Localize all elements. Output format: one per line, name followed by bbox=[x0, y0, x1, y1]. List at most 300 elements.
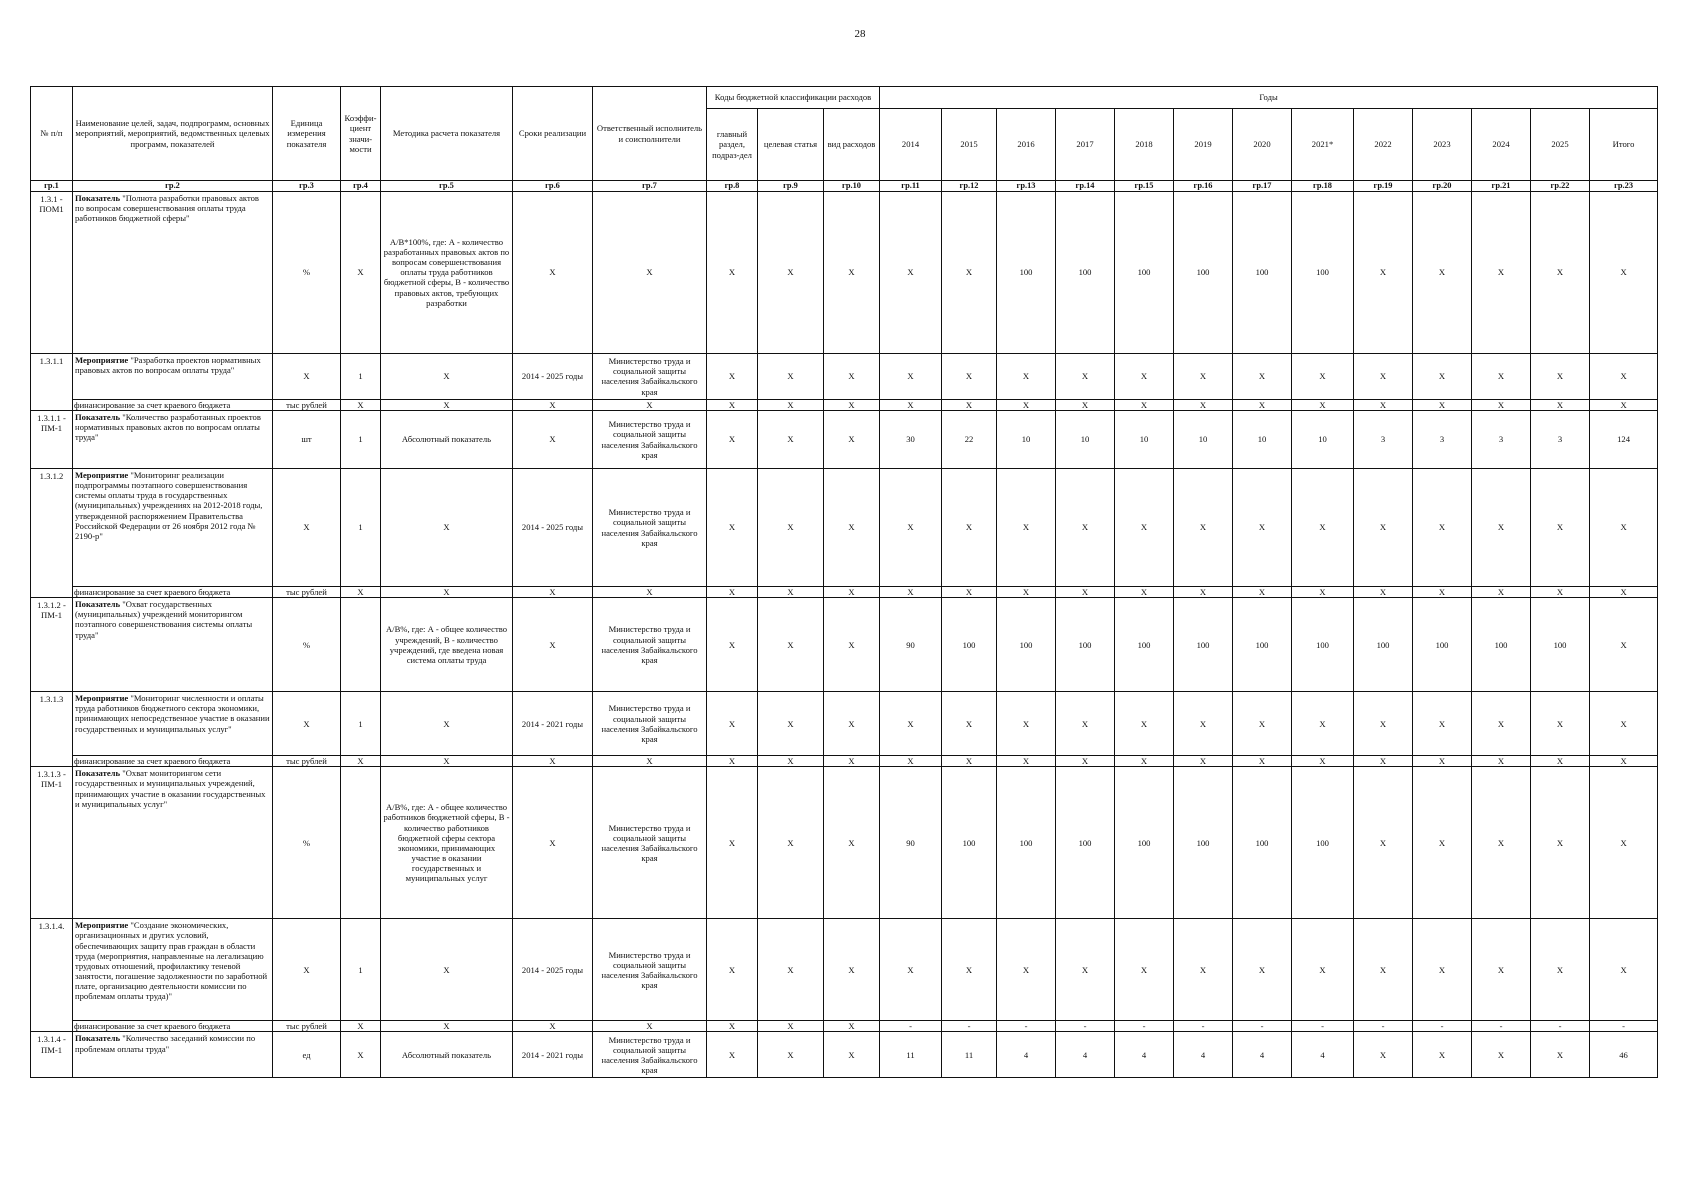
header-year: 2017 bbox=[1056, 109, 1115, 181]
funding-cell: X bbox=[593, 1021, 707, 1032]
row-value: X bbox=[1590, 919, 1658, 1021]
column-number: гр.14 bbox=[1056, 181, 1115, 192]
row-value: X bbox=[1413, 191, 1472, 353]
funding-cell: X bbox=[942, 587, 997, 598]
row-value: X bbox=[1056, 353, 1115, 399]
program-indicators-table bbox=[30, 86, 1658, 1078]
row-number: 1.3.1.1 bbox=[31, 353, 73, 410]
table-row bbox=[31, 598, 1658, 692]
table-row bbox=[31, 191, 1658, 353]
row-number: 1.3.1.2 - ПМ-1 bbox=[31, 598, 73, 692]
row-value: X bbox=[1174, 919, 1233, 1021]
row-value: X bbox=[1233, 469, 1292, 587]
row-budget-code: X bbox=[707, 919, 758, 1021]
funding-cell: - bbox=[997, 1021, 1056, 1032]
header-year: 2025 bbox=[1531, 109, 1590, 181]
row-title: "Охват государственных (муниципальных) учреждений мониторингом поэтапного совершенствования системы оплаты труда" bbox=[75, 599, 253, 640]
row-value: 100 bbox=[1115, 598, 1174, 692]
row-value: X bbox=[1233, 919, 1292, 1021]
row-budget-code: X bbox=[707, 411, 758, 469]
row-period: 2014 - 2025 годы bbox=[513, 353, 593, 399]
page-number: 28 bbox=[854, 28, 866, 40]
row-value: X bbox=[1174, 469, 1233, 587]
row-value: 4 bbox=[1233, 1032, 1292, 1078]
row-value: 100 bbox=[942, 598, 997, 692]
row-method: Абсолютный показатель bbox=[381, 411, 513, 469]
row-value: 100 bbox=[1233, 598, 1292, 692]
row-budget-code: X bbox=[824, 1032, 880, 1078]
row-value: 22 bbox=[942, 411, 997, 469]
row-value: 3 bbox=[1413, 411, 1472, 469]
row-value: X bbox=[1590, 767, 1658, 919]
funding-cell: X bbox=[1056, 587, 1115, 598]
row-budget-code: X bbox=[707, 1032, 758, 1078]
table-row bbox=[31, 692, 1658, 756]
row-value: 10 bbox=[1056, 411, 1115, 469]
funding-cell: X bbox=[880, 399, 942, 410]
row-value: 100 bbox=[997, 767, 1056, 919]
row-period: X bbox=[513, 411, 593, 469]
row-unit: X bbox=[273, 692, 341, 756]
row-coef: X bbox=[341, 191, 381, 353]
row-value: 100 bbox=[997, 598, 1056, 692]
row-value: X bbox=[1354, 767, 1413, 919]
row-value: X bbox=[1472, 191, 1531, 353]
funding-cell: X bbox=[1472, 399, 1531, 410]
funding-cell: X bbox=[381, 1021, 513, 1032]
funding-cell: - bbox=[1115, 1021, 1174, 1032]
funding-cell: X bbox=[381, 587, 513, 598]
header-code-type: вид расходов bbox=[824, 109, 880, 181]
table-row bbox=[31, 353, 1658, 399]
funding-cell: X bbox=[381, 399, 513, 410]
row-executor: X bbox=[593, 191, 707, 353]
table-row bbox=[31, 411, 1658, 469]
funding-cell: X bbox=[513, 399, 593, 410]
row-value: X bbox=[880, 469, 942, 587]
table-row bbox=[31, 1032, 1658, 1078]
row-number: 1.3.1.3 - ПМ-1 bbox=[31, 767, 73, 919]
row-period: 2014 - 2025 годы bbox=[513, 919, 593, 1021]
row-name bbox=[73, 411, 273, 469]
row-value: 90 bbox=[880, 767, 942, 919]
row-value: X bbox=[1413, 919, 1472, 1021]
row-value: X bbox=[1590, 353, 1658, 399]
funding-row bbox=[31, 756, 1658, 767]
row-value: X bbox=[1590, 692, 1658, 756]
column-number: гр.1 bbox=[31, 181, 73, 192]
row-value: 3 bbox=[1531, 411, 1590, 469]
funding-cell: X bbox=[824, 756, 880, 767]
row-value: X bbox=[1233, 353, 1292, 399]
row-budget-code: X bbox=[707, 598, 758, 692]
row-value: X bbox=[1472, 1032, 1531, 1078]
row-executor: Министерство труда и социальной защиты населения Забайкальского края bbox=[593, 353, 707, 399]
table-row bbox=[31, 919, 1658, 1021]
header-year: 2020 bbox=[1233, 109, 1292, 181]
header-coef: Коэффи-циент значи-мости bbox=[341, 87, 381, 181]
row-value: X bbox=[1354, 469, 1413, 587]
row-unit: ед bbox=[273, 1032, 341, 1078]
row-budget-code: X bbox=[707, 692, 758, 756]
header-year: 2021* bbox=[1292, 109, 1354, 181]
row-value: 100 bbox=[1292, 598, 1354, 692]
column-number: гр.13 bbox=[997, 181, 1056, 192]
funding-cell: - bbox=[1354, 1021, 1413, 1032]
funding-cell: X bbox=[381, 756, 513, 767]
funding-cell: X bbox=[758, 756, 824, 767]
funding-cell: X bbox=[1354, 399, 1413, 410]
row-value: 30 bbox=[880, 411, 942, 469]
funding-cell: X bbox=[1056, 399, 1115, 410]
funding-cell: X bbox=[593, 399, 707, 410]
row-name bbox=[73, 191, 273, 353]
row-kind-label: Мероприятие bbox=[75, 354, 129, 365]
funding-cell: X bbox=[758, 399, 824, 410]
row-value: X bbox=[1531, 353, 1590, 399]
row-value: 100 bbox=[1233, 767, 1292, 919]
row-unit: X bbox=[273, 469, 341, 587]
row-value: X bbox=[1174, 353, 1233, 399]
funding-cell: X bbox=[824, 587, 880, 598]
row-title: "Полнота разработки правовых актов по вопросам совершенствования оплаты труда работников бюджетной сферы" bbox=[75, 192, 259, 224]
funding-cell: X bbox=[1292, 756, 1354, 767]
funding-label: финансирование за счет краевого бюджета bbox=[73, 399, 273, 410]
row-value: X bbox=[1292, 469, 1354, 587]
column-number: гр.8 bbox=[707, 181, 758, 192]
row-coef: 1 bbox=[341, 919, 381, 1021]
funding-cell: X bbox=[707, 587, 758, 598]
header-years: Годы bbox=[880, 87, 1658, 109]
column-number: гр.11 bbox=[880, 181, 942, 192]
row-number: 1.3.1.4. bbox=[31, 919, 73, 1032]
row-budget-code: X bbox=[758, 191, 824, 353]
row-name bbox=[73, 353, 273, 399]
row-value: 46 bbox=[1590, 1032, 1658, 1078]
row-budget-code: X bbox=[758, 353, 824, 399]
funding-cell: - bbox=[1413, 1021, 1472, 1032]
row-method: X bbox=[381, 692, 513, 756]
funding-cell: X bbox=[880, 587, 942, 598]
row-coef: 1 bbox=[341, 692, 381, 756]
row-value: 100 bbox=[942, 767, 997, 919]
row-title: "Разработка проектов нормативных правовых актов по вопросам оплаты труда" bbox=[75, 354, 261, 376]
row-value: 100 bbox=[1531, 598, 1590, 692]
table-row bbox=[31, 767, 1658, 919]
header-unit: Единица измерения показателя bbox=[273, 87, 341, 181]
row-value: 100 bbox=[1354, 598, 1413, 692]
funding-cell: X bbox=[758, 1021, 824, 1032]
funding-cell: X bbox=[824, 399, 880, 410]
row-value: X bbox=[942, 919, 997, 1021]
row-value: X bbox=[1413, 469, 1472, 587]
funding-row bbox=[31, 1021, 1658, 1032]
funding-row bbox=[31, 587, 1658, 598]
header-executor: Ответственный исполнитель и соисполнители bbox=[593, 87, 707, 181]
header-year: 2019 bbox=[1174, 109, 1233, 181]
row-unit: X bbox=[273, 353, 341, 399]
header-total: Итого bbox=[1590, 109, 1658, 181]
row-value: X bbox=[1413, 1032, 1472, 1078]
funding-row bbox=[31, 399, 1658, 410]
funding-cell: - bbox=[1472, 1021, 1531, 1032]
column-number: гр.19 bbox=[1354, 181, 1413, 192]
row-unit: шт bbox=[273, 411, 341, 469]
header-year: 2015 bbox=[942, 109, 997, 181]
funding-cell: X bbox=[997, 399, 1056, 410]
header-code-article: целевая статья bbox=[758, 109, 824, 181]
row-value: X bbox=[1292, 919, 1354, 1021]
funding-cell: X bbox=[1413, 399, 1472, 410]
column-number: гр.17 bbox=[1233, 181, 1292, 192]
row-value: X bbox=[997, 353, 1056, 399]
row-budget-code: X bbox=[758, 692, 824, 756]
row-kind-label: Показатель bbox=[75, 599, 121, 610]
row-value: X bbox=[880, 191, 942, 353]
row-value: X bbox=[1590, 191, 1658, 353]
row-value: X bbox=[1531, 767, 1590, 919]
funding-cell: X bbox=[1115, 587, 1174, 598]
header-year: 2023 bbox=[1413, 109, 1472, 181]
funding-cell: X bbox=[1115, 399, 1174, 410]
funding-cell: X bbox=[1590, 399, 1658, 410]
funding-cell: X bbox=[997, 756, 1056, 767]
row-title: "Количество заседаний комиссии по проблемам оплаты труда" bbox=[75, 1033, 256, 1054]
row-kind-label: Показатель bbox=[75, 192, 121, 203]
row-value: X bbox=[880, 692, 942, 756]
funding-cell: X bbox=[513, 587, 593, 598]
row-method: X bbox=[381, 353, 513, 399]
row-value: X bbox=[1472, 919, 1531, 1021]
row-value: 100 bbox=[1174, 767, 1233, 919]
row-budget-code: X bbox=[758, 598, 824, 692]
column-number: гр.6 bbox=[513, 181, 593, 192]
row-value: X bbox=[1233, 692, 1292, 756]
row-period: X bbox=[513, 191, 593, 353]
row-value: 100 bbox=[1115, 191, 1174, 353]
row-value: X bbox=[1115, 469, 1174, 587]
row-value: X bbox=[942, 353, 997, 399]
row-budget-code: X bbox=[824, 767, 880, 919]
row-method: Абсолютный показатель bbox=[381, 1032, 513, 1078]
row-budget-code: X bbox=[758, 1032, 824, 1078]
row-value: 124 bbox=[1590, 411, 1658, 469]
row-value: X bbox=[1413, 767, 1472, 919]
row-kind-label: Показатель bbox=[75, 768, 121, 779]
row-number: 1.3.1.4 - ПМ-1 bbox=[31, 1032, 73, 1078]
row-period: X bbox=[513, 767, 593, 919]
row-value: X bbox=[997, 469, 1056, 587]
row-coef: X bbox=[341, 1032, 381, 1078]
row-value: X bbox=[1472, 692, 1531, 756]
row-budget-code: X bbox=[824, 353, 880, 399]
row-budget-code: X bbox=[824, 411, 880, 469]
row-value: X bbox=[1292, 692, 1354, 756]
row-value: X bbox=[1413, 353, 1472, 399]
row-budget-code: X bbox=[824, 692, 880, 756]
funding-cell: X bbox=[1590, 756, 1658, 767]
row-value: X bbox=[1354, 353, 1413, 399]
row-value: X bbox=[997, 692, 1056, 756]
funding-cell: - bbox=[1233, 1021, 1292, 1032]
header-code-section: главный раздел, подраз-дел bbox=[707, 109, 758, 181]
row-value: X bbox=[1056, 919, 1115, 1021]
row-period: X bbox=[513, 598, 593, 692]
row-value: X bbox=[880, 353, 942, 399]
row-kind-label: Мероприятие bbox=[75, 693, 129, 704]
row-value: X bbox=[1056, 469, 1115, 587]
header-year: 2014 bbox=[880, 109, 942, 181]
row-value: X bbox=[1354, 692, 1413, 756]
header-budget-codes: Коды бюджетной классификации расходов bbox=[707, 87, 880, 109]
row-budget-code: X bbox=[758, 411, 824, 469]
column-number: гр.10 bbox=[824, 181, 880, 192]
column-number: гр.3 bbox=[273, 181, 341, 192]
funding-cell: X bbox=[880, 756, 942, 767]
header-year: 2022 bbox=[1354, 109, 1413, 181]
row-budget-code: X bbox=[758, 919, 824, 1021]
row-value: X bbox=[1174, 692, 1233, 756]
row-period: 2014 - 2021 годы bbox=[513, 692, 593, 756]
column-numbers-row bbox=[31, 181, 1658, 192]
funding-cell: - bbox=[1292, 1021, 1354, 1032]
header-year: 2018 bbox=[1115, 109, 1174, 181]
funding-cell: X bbox=[1531, 587, 1590, 598]
funding-cell: X bbox=[1354, 756, 1413, 767]
funding-cell: X bbox=[1233, 756, 1292, 767]
row-value: 100 bbox=[1292, 191, 1354, 353]
row-method: А/В*100%, где: А - количество разработанных правовых актов по вопросам совершенствования оплаты труда работников бюджетной сферы, В - количество правовых актов, требующих разработки bbox=[381, 191, 513, 353]
row-value: X bbox=[1354, 1032, 1413, 1078]
table-header bbox=[31, 87, 1658, 192]
row-value: X bbox=[997, 919, 1056, 1021]
column-number: гр.9 bbox=[758, 181, 824, 192]
row-value: X bbox=[1354, 919, 1413, 1021]
funding-cell: X bbox=[707, 399, 758, 410]
funding-cell: X bbox=[1292, 587, 1354, 598]
row-value: X bbox=[1115, 353, 1174, 399]
row-value: 100 bbox=[1056, 191, 1115, 353]
header-year: 2024 bbox=[1472, 109, 1531, 181]
row-value: X bbox=[1531, 919, 1590, 1021]
row-coef: 1 bbox=[341, 469, 381, 587]
row-value: X bbox=[1292, 353, 1354, 399]
row-value: X bbox=[1531, 692, 1590, 756]
funding-unit: тыс рублей bbox=[273, 587, 341, 598]
row-budget-code: X bbox=[707, 191, 758, 353]
row-budget-code: X bbox=[707, 469, 758, 587]
row-value: 10 bbox=[1115, 411, 1174, 469]
funding-cell: X bbox=[341, 399, 381, 410]
row-value: 4 bbox=[1056, 1032, 1115, 1078]
row-value: X bbox=[1531, 191, 1590, 353]
row-executor: Министерство труда и социальной защиты населения Забайкальского края bbox=[593, 598, 707, 692]
funding-cell: X bbox=[1590, 587, 1658, 598]
row-title: "Создание экономических, организационных и других условий, обеспечивающих защиту прав граждан в области труда (мероприятия, направленные на легализацию трудовых отношений, профилактику теневой занятости, погашение задолженности по заработной плате, организацию деятельности комиссии по проблемам оплаты труда)" bbox=[75, 920, 268, 1002]
row-coef: 1 bbox=[341, 353, 381, 399]
funding-cell: X bbox=[1413, 756, 1472, 767]
funding-cell: X bbox=[1174, 587, 1233, 598]
row-executor: Министерство труда и социальной защиты населения Забайкальского края bbox=[593, 692, 707, 756]
row-executor: Министерство труда и социальной защиты населения Забайкальского края bbox=[593, 469, 707, 587]
row-value: X bbox=[1472, 353, 1531, 399]
funding-label: финансирование за счет краевого бюджета bbox=[73, 587, 273, 598]
funding-cell: X bbox=[1531, 756, 1590, 767]
row-value: 90 bbox=[880, 598, 942, 692]
row-name bbox=[73, 919, 273, 1021]
row-budget-code: X bbox=[758, 469, 824, 587]
funding-cell: - bbox=[1174, 1021, 1233, 1032]
header-year: 2016 bbox=[997, 109, 1056, 181]
funding-cell: X bbox=[824, 1021, 880, 1032]
row-value: 100 bbox=[1056, 598, 1115, 692]
column-number: гр.7 bbox=[593, 181, 707, 192]
row-unit: % bbox=[273, 598, 341, 692]
funding-cell: X bbox=[341, 587, 381, 598]
row-budget-code: X bbox=[707, 353, 758, 399]
funding-cell: X bbox=[1413, 587, 1472, 598]
funding-cell: - bbox=[942, 1021, 997, 1032]
column-number: гр.21 bbox=[1472, 181, 1531, 192]
row-kind-label: Мероприятие bbox=[75, 920, 129, 931]
row-value: X bbox=[942, 191, 997, 353]
row-unit: X bbox=[273, 919, 341, 1021]
row-value: X bbox=[942, 692, 997, 756]
header-period: Сроки реализации bbox=[513, 87, 593, 181]
row-value: 10 bbox=[1233, 411, 1292, 469]
column-number: гр.20 bbox=[1413, 181, 1472, 192]
row-budget-code: X bbox=[824, 191, 880, 353]
funding-cell: X bbox=[341, 1021, 381, 1032]
funding-cell: - bbox=[1590, 1021, 1658, 1032]
row-method: X bbox=[381, 919, 513, 1021]
row-name bbox=[73, 692, 273, 756]
row-number: 1.3.1.3 bbox=[31, 692, 73, 767]
funding-cell: X bbox=[1056, 756, 1115, 767]
row-budget-code: X bbox=[707, 767, 758, 919]
funding-cell: X bbox=[1472, 587, 1531, 598]
row-value: 4 bbox=[1292, 1032, 1354, 1078]
row-period: 2014 - 2025 годы bbox=[513, 469, 593, 587]
row-executor: Министерство труда и социальной защиты населения Забайкальского края bbox=[593, 411, 707, 469]
row-coef bbox=[341, 767, 381, 919]
table-row bbox=[31, 469, 1658, 587]
funding-cell: X bbox=[593, 587, 707, 598]
row-value: 4 bbox=[997, 1032, 1056, 1078]
column-number: гр.2 bbox=[73, 181, 273, 192]
program-table-container bbox=[30, 86, 1656, 1078]
row-value: 4 bbox=[1174, 1032, 1233, 1078]
funding-cell: X bbox=[1472, 756, 1531, 767]
column-number: гр.16 bbox=[1174, 181, 1233, 192]
funding-cell: X bbox=[1115, 756, 1174, 767]
funding-cell: X bbox=[341, 756, 381, 767]
header-num: № п/п bbox=[31, 87, 73, 181]
funding-cell: X bbox=[758, 587, 824, 598]
row-value: X bbox=[1115, 692, 1174, 756]
funding-cell: X bbox=[1174, 756, 1233, 767]
funding-cell: X bbox=[513, 756, 593, 767]
row-title: "Мониторинг численности и оплаты труда работников бюджетного сектора экономики, принимающих непосредственное участие в оказании государственных и муниципальных услуг" bbox=[75, 693, 270, 734]
column-number: гр.23 bbox=[1590, 181, 1658, 192]
row-value: X bbox=[1590, 598, 1658, 692]
row-budget-code: X bbox=[824, 469, 880, 587]
row-value: 11 bbox=[880, 1032, 942, 1078]
row-name bbox=[73, 1032, 273, 1078]
row-title: "Мониторинг реализации подпрограммы поэтапного совершенствования системы оплаты труда в государственных (муниципальных) учреждениях на 2012-2018 годы, утвержденной распоряжением Правительства Российской Федерации от 26 ноября 2012 года № 2190-р" bbox=[75, 470, 263, 541]
column-number: гр.12 bbox=[942, 181, 997, 192]
funding-cell: - bbox=[1056, 1021, 1115, 1032]
